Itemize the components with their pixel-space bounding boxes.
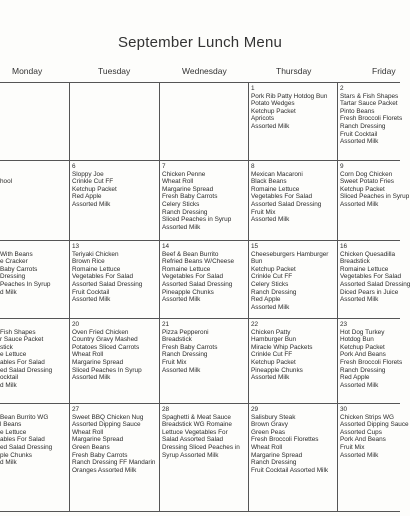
day-number: 7 (162, 163, 166, 170)
menu-item: Brown Gravy (251, 421, 288, 429)
menu-day-cell (251, 163, 335, 238)
day-number: 22 (251, 321, 259, 328)
header-monday: Monday (12, 66, 43, 76)
grid-line (0, 403, 400, 404)
menu-item: Assorted Milk (340, 200, 379, 208)
menu-item: Salisbury Steak (251, 413, 296, 421)
day-number: 9 (340, 163, 344, 170)
day-number: 15 (251, 243, 259, 250)
menu-item: Sweet Potato Fries (340, 178, 394, 186)
menu-item: Black Beans (251, 178, 287, 186)
menu-item: Margarine Spread (251, 451, 303, 459)
grid-line (0, 82, 400, 83)
menu-item: Crinkle Cut FF (251, 273, 293, 281)
menu-item: Cheeseburgers Hamburger (251, 250, 329, 258)
grid-line (248, 82, 249, 512)
day-number: 13 (72, 243, 80, 250)
menu-item: Oven Fried Chicken (72, 328, 129, 336)
menu-item: Pork Rib Patty Hotdog Bun (251, 92, 328, 100)
menu-item: Sliced Peaches in Syrup (340, 193, 410, 201)
menu-item: Celery Sticks (251, 280, 289, 288)
menu-item: Margarine Spread (72, 436, 124, 444)
day-number: 6 (72, 163, 76, 170)
menu-item: Ketchup Packet (251, 107, 296, 115)
menu-item: Pizza Pepperoni (162, 328, 209, 336)
menu-item: Pineapple Chunks (251, 366, 303, 374)
menu-item: Assorted Milk (340, 451, 379, 459)
menu-item: Vegetables For Salad (72, 273, 134, 281)
menu-item: Salad Assorted Salad (162, 436, 224, 444)
menu-item: Tartar Sauce Packet (340, 100, 398, 108)
menu-item: Crinkle Cut FF (251, 351, 293, 359)
menu-item: Ranch Dressing (251, 459, 297, 467)
grid-line (337, 82, 338, 512)
menu-item: Assorted Salad Dressing (162, 280, 233, 288)
menu-item: Romaine Lettuce (72, 265, 121, 273)
menu-item: Assorted Cups (340, 428, 382, 436)
menu-item: Potatoes Sliced Carrots (72, 343, 140, 351)
menu-item: Fresh Broccoli Florets (340, 115, 403, 123)
menu-item: With Beans (0, 250, 33, 258)
menu-item: Fish Shapes (0, 328, 36, 336)
day-number: 1 (251, 85, 255, 92)
menu-item: Chicken Patty (251, 328, 291, 336)
day-number: 16 (340, 243, 348, 250)
menu-item: e Lettuce (0, 428, 27, 436)
menu-item: Assorted Milk (251, 374, 290, 382)
menu-item: Margarine Spread (72, 358, 124, 366)
menu-item: Assorted Milk (251, 122, 290, 130)
menu-item: e Cracker (0, 258, 28, 266)
menu-day-cell (0, 243, 67, 316)
menu-item: Assorted Milk (162, 223, 201, 231)
menu-item: Spaghetti & Meat Sauce (162, 413, 231, 421)
menu-item: Fruit Cocktail (72, 288, 110, 296)
menu-item: Diced Pears in Juice (340, 288, 399, 296)
day-number (0, 406, 67, 414)
menu-item: Hot Dog Turkey (340, 328, 385, 336)
day-number: 8 (251, 163, 255, 170)
menu-item: Dressing (0, 273, 26, 281)
menu-item: Ketchup Packet (340, 343, 385, 351)
menu-item: stick (0, 343, 13, 351)
menu-item: Assorted Salad Dressing (251, 200, 322, 208)
menu-item: Red Apple (72, 193, 102, 201)
menu-item: Ketchup Packet (340, 185, 385, 193)
menu-item: Assorted Milk (340, 296, 379, 304)
day-number (0, 85, 67, 93)
menu-item: Sliced Peaches In Syrup (72, 366, 142, 374)
menu-day-cell (162, 163, 246, 238)
menu-day-cell (0, 406, 67, 509)
weekday-header (0, 66, 400, 82)
menu-item: Syrup Assorted Milk (162, 451, 219, 459)
header-tuesday: Tuesday (98, 66, 131, 76)
day-number (72, 85, 157, 93)
menu-day-cell (72, 321, 157, 401)
page-title: September Lunch Menu (117, 34, 283, 51)
menu-day-cell (251, 321, 335, 401)
grid-line (0, 318, 400, 319)
menu-item: Sweet BBQ Chicken Nug (72, 413, 144, 421)
menu-item: Brown Rice (72, 258, 105, 266)
menu-item: Stars & Fish Shapes (340, 92, 399, 100)
menu-item: Apricots (251, 115, 275, 123)
day-number: 30 (340, 406, 348, 413)
menu-item: Romaine Lettuce (251, 185, 300, 193)
menu-item: Red Apple (251, 296, 281, 304)
menu-item: Assorted Milk (72, 374, 111, 382)
menu-item: Pork And Beans (340, 436, 386, 444)
menu-item: Beef & Bean Burrito (162, 250, 219, 258)
menu-item: Ranch Dressing (251, 288, 297, 296)
menu-item: Ranch Dressing FF Mandarin (72, 459, 156, 467)
menu-day-cell (340, 243, 410, 316)
menu-item: Celery Sticks (162, 200, 200, 208)
menu-day-cell (72, 163, 157, 238)
day-number: 14 (162, 243, 170, 250)
menu-item: d Milk (0, 459, 17, 467)
menu-item: Fruit Cocktail (340, 130, 378, 138)
menu-item: Hotdog Bun (340, 336, 374, 344)
menu-item: Pinto Beans (340, 107, 375, 115)
menu-item: Fruit Mix (251, 208, 276, 216)
menu-item: Baby Carrots (0, 265, 38, 273)
header-wednesday: Wednesday (182, 66, 227, 76)
menu-item: Vegetables For Salad (340, 273, 402, 281)
menu-item: Ranch Dressing (162, 351, 208, 359)
menu-item: Breadstick (340, 258, 370, 266)
menu-item: Sloppy Joe (72, 170, 104, 178)
menu-day-cell (162, 406, 246, 509)
menu-item: Romaine Lettuce (340, 265, 389, 273)
menu-calendar-grid (0, 82, 410, 512)
menu-item: Wheat Roll (72, 351, 104, 359)
menu-day-cell (251, 85, 335, 158)
menu-item: Country Gravy Mashed (72, 336, 138, 344)
menu-day-cell (72, 406, 157, 509)
menu-item: ed Salad Dressing (0, 366, 53, 374)
menu-item: Assorted Dipping Sauce (72, 421, 141, 429)
menu-item: Refried Beans W/Cheese (162, 258, 235, 266)
menu-item: Bun (251, 258, 263, 266)
menu-item: Fruit Cocktail Assorted Milk (251, 466, 329, 474)
menu-item: Ranch Dressing (340, 366, 386, 374)
menu-item: Ketchup Packet (251, 358, 296, 366)
menu-item: e Lettuce (0, 351, 27, 359)
menu-item: Fresh Baby Carrots (162, 193, 218, 201)
header-thursday: Thursday (276, 66, 312, 76)
menu-item: Fresh Broccoli Florets (340, 358, 403, 366)
menu-item: ables For Salad (0, 358, 45, 366)
menu-item: Assorted Milk (162, 366, 201, 374)
menu-item: Teriyaki Chicken (72, 250, 119, 258)
menu-item: Potato Wedges (251, 100, 295, 108)
menu-item: ocktail (0, 374, 19, 382)
day-number: 2 (340, 85, 344, 92)
menu-day-cell (162, 85, 246, 158)
menu-item: Assorted Milk (162, 296, 201, 304)
menu-item: Assorted Milk (72, 200, 111, 208)
menu-item: Pork And Beans (340, 351, 386, 359)
header-friday: Friday (372, 66, 396, 76)
menu-item: Wheat Roll (162, 178, 194, 186)
menu-item: Assorted Salad Dressing (340, 280, 410, 288)
menu-day-cell (340, 321, 403, 401)
menu-item: Oranges Assorted Milk (72, 466, 137, 474)
menu-item: Fresh Baby Carrots (162, 343, 218, 351)
menu-day-cell (0, 321, 67, 401)
menu-day-cell (72, 85, 157, 158)
day-number (0, 321, 67, 329)
day-number: 29 (251, 406, 259, 413)
menu-item: Assorted Milk (251, 216, 290, 224)
menu-item: Chicken Quesadilla (340, 250, 396, 258)
day-number (0, 243, 67, 251)
menu-day-cell (251, 406, 335, 509)
menu-item: Assorted Milk (340, 138, 379, 146)
menu-item: l Beans (0, 421, 22, 429)
menu-item: Green Peas (251, 428, 286, 436)
menu-item: Romaine Lettuce (162, 265, 211, 273)
menu-item: Dressing Sliced Peaches in (162, 443, 240, 451)
menu-day-cell (251, 243, 335, 316)
day-number: 21 (162, 321, 170, 328)
day-number (0, 163, 67, 171)
menu-item: d Milk (0, 288, 17, 296)
grid-line (0, 160, 400, 161)
menu-item: Ranch Dressing (162, 208, 208, 216)
menu-item: Assorted Salad Dressing (72, 280, 143, 288)
menu-item: Ketchup Packet (72, 185, 117, 193)
menu-item: Fresh Broccoli Florettes (251, 436, 319, 444)
menu-day-cell (340, 406, 409, 509)
menu-item: Chicken Strips WG (340, 413, 394, 421)
menu-item: Sliced Peaches in Syrup (162, 216, 232, 224)
menu-item: Breadstick (162, 336, 192, 344)
menu-item: Vegetables For Salad (251, 193, 313, 201)
menu-day-cell (340, 85, 403, 158)
menu-item: Green Beans (72, 443, 110, 451)
menu-item: d Milk (0, 381, 17, 389)
day-number: 27 (72, 406, 80, 413)
menu-item: Hamburger Bun (251, 336, 297, 344)
grid-line (69, 82, 70, 512)
menu-item: Assorted Milk (251, 303, 290, 311)
menu-item: r Sauce Packet (0, 336, 44, 344)
day-number: 28 (162, 406, 170, 413)
menu-item: Breadstick WG Romaine (162, 421, 232, 429)
day-number: 23 (340, 321, 348, 328)
day-number: 20 (72, 321, 80, 328)
menu-item: Chicken Penne (162, 170, 206, 178)
menu-item: ple Chunks (0, 451, 32, 459)
menu-day-cell (340, 163, 410, 238)
menu-item: Fruit Mix (162, 358, 187, 366)
menu-item: Miracle Whip Packets (251, 343, 313, 351)
menu-item: hool (0, 178, 13, 186)
menu-item: Margarine Spread (162, 185, 214, 193)
menu-item: Peaches In Syrup (0, 280, 51, 288)
menu-item: Crinkle Cut FF (72, 178, 114, 186)
menu-day-cell (0, 163, 67, 238)
menu-item: Bean Burrito WG (0, 413, 49, 421)
menu-item: Pineapple Chunks (162, 288, 214, 296)
grid-line (0, 240, 400, 241)
menu-day-cell (72, 243, 157, 316)
menu-item: Corn Dog Chicken (340, 170, 393, 178)
grid-line (0, 511, 400, 512)
menu-item: Red Apple (340, 374, 370, 382)
menu-item: Fruit Mix (340, 443, 365, 451)
menu-day-cell (0, 85, 67, 158)
menu-item: Ketchup Packet (251, 265, 296, 273)
menu-item: ables For Salad (0, 436, 45, 444)
menu-item (0, 171, 67, 179)
grid-line (159, 82, 160, 512)
menu-day-cell (162, 321, 246, 401)
menu-item: Wheat Roll (251, 443, 283, 451)
day-number (162, 85, 246, 93)
menu-item: Assorted Milk (72, 296, 111, 304)
menu-item: Mexican Macaroni (251, 170, 303, 178)
menu-day-cell (162, 243, 246, 316)
menu-item: Lettuce Vegetables For (162, 428, 228, 436)
menu-item: ed Salad Dressing (0, 443, 53, 451)
menu-item: Wheat Roll (72, 428, 104, 436)
menu-item: Assorted Dipping Sauce (340, 421, 409, 429)
menu-item: Assorted Milk (340, 381, 379, 389)
menu-item: Ranch Dressing (340, 122, 386, 130)
menu-item: Fresh Baby Carrots (72, 451, 128, 459)
menu-item: Vegetables For Salad (162, 273, 224, 281)
